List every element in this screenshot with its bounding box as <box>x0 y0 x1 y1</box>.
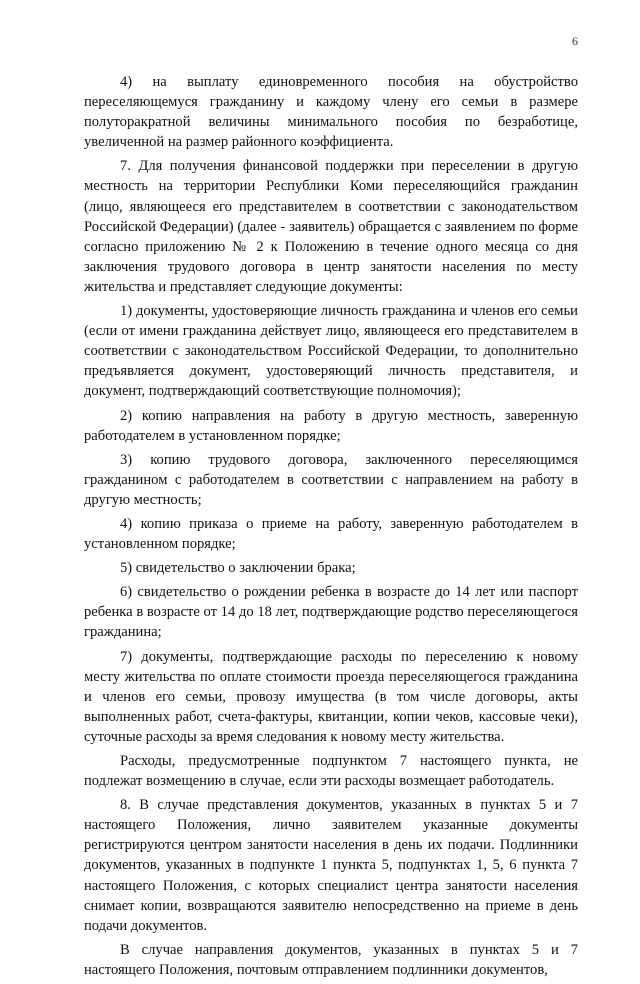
list-item-birth-certificate: 6) свидетельство о рождении ребенка в возрасте до 14 лет или паспорт ребенка в возрасте от 14 до 18 лет, подтверждающие родство переселяющегося гражданина; <box>84 584 578 641</box>
list-item-expense-documents: 7) документы, подтверждающие расходы по переселению к новому месту жительства по оплате стоимости проезда переселяющегося гражданина и членов его семьи, провозу имущества (в том числе договоры, акты выполненных работ, счета-фактуры, квитанции, копии чеков, кассовые чеки), суточные расходы за время следования к новому месту жительства. <box>84 648 578 745</box>
list-item-marriage-certificate: 5) свидетельство о заключении брака; <box>120 560 356 577</box>
document-body <box>84 72 578 984</box>
paragraph-expenses-note: Расходы, предусмотренные подпунктом 7 настоящего пункта, не подлежат возмещению в случае, если эти расходы возмещает работодатель. <box>84 753 578 790</box>
paragraph-clause-7: 7. Для получения финансовой поддержки при переселении в другую местность на территории Республики Коми переселяющийся гражданин (лицо, являющееся его представителем в соответствии с законодательством Российской Федерации) (далее - заявитель) обращается с заявлением по форме согласно приложению № 2 к Положению в течение одного месяца со дня заключения трудового договора в центр занятости населения по месту жительства и представляет следующие документы: <box>84 158 578 295</box>
list-item-hiring-order-copy: 4) копию приказа о приеме на работу, заверенную работодателем в установленном порядке; <box>84 515 578 553</box>
list-item-work-referral-copy: 2) копию направления на работу в другую местность, заверенную работодателем в установленном порядке; <box>84 407 578 444</box>
list-item-labor-contract-copy: 3) копию трудового договора, заключенного переселяющимся гражданином с работодателем в соответствии с направлением на работу в другую местность; <box>84 451 578 508</box>
paragraph-postal-submission: В случае направления документов, указанных в пунктах 5 и 7 настоящего Положения, почтовым отправлением подлинники документов, <box>84 941 578 978</box>
list-item-identity-documents: 1) документы, удостоверяющие личность гражданина и членов его семьи (если от имени гражданина действует лицо, являющееся его представителем в соответствии с законодательством Российской Федерации, то дополнительно предъявляется документ, удостоверяющий личность представителя, и документ, подтверждающий соответствующие полномочия); <box>84 303 578 400</box>
paragraph-subitem-4-relocation-allowance: 4) на выплату единовременного пособия на обустройство переселяющемуся гражданину и каждому члену его семьи в размере полуторакратной величины минимального пособия по безработице, увеличенной на размер районного коэффициента. <box>84 74 578 151</box>
page-number: 6 <box>572 34 578 48</box>
paragraph-clause-8: 8. В случае представления документов, указанных в пунктах 5 и 7 настоящего Положения, лично заявителем указанные документы регистрируются центром занятости населения в день их подачи. Подлинники документов, указанных в подпункте 1 пункта 5, подпунктах 1, 5, 6 пункта 7 настоящего Положения, с которых специалист центра занятости населения снимает копии, возвращаются заявителю непосредственно на приеме в день подачи документов. <box>84 797 578 934</box>
